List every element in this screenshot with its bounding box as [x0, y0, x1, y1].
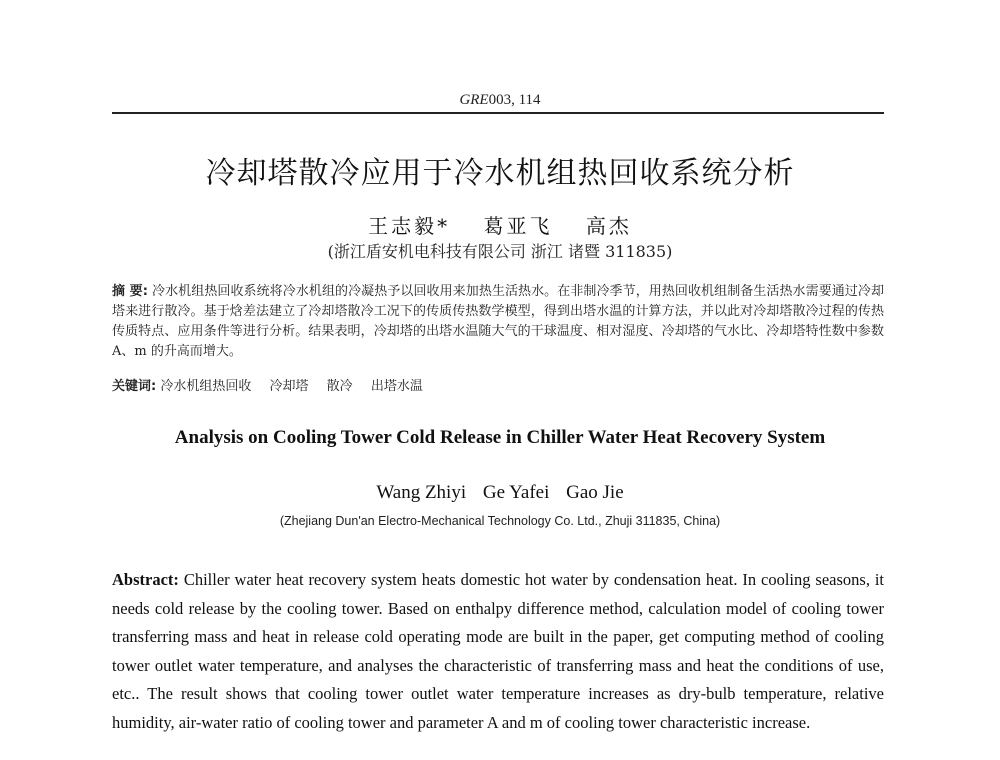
chinese-abstract-label: 摘 要: — [112, 284, 148, 299]
english-author: Ge Yafei — [482, 482, 550, 503]
chinese-abstract-text: 冷水机组热回收系统将冷水机组的冷凝热予以回收用来加热生活热水。在非制冷季节，用热回收机组制备生活热水需要通过冷却塔来进行散冷。基于焓差法建立了冷却塔散冷工况下的传质传热数学模型，得到出塔水温的计算方法，并以此对冷却塔散冷过程的传热传质特点、应用条件等进行分析。结果表明，冷却塔的出塔水温随大气的干球温度、相对湿度、冷却塔的气水比、冷却塔特性数中参数 A、m 的升高而增大。 — [112, 284, 884, 359]
chinese-affiliation: (浙江盾安机电科技有限公司 浙江 诸暨 311835) — [327, 242, 673, 261]
chinese-author: 王志毅* — [368, 214, 451, 238]
chinese-keyword: 出塔水温 — [370, 379, 423, 394]
english-author: Wang Zhiyi — [376, 482, 467, 503]
english-abstract-text: Chiller water heat recovery system heats domestic hot water by condensation heat. In cooling seasons, it needs cold release by the cooling tower. Based on enthalpy difference method, calculation model of cooling tower transferring mass and heat in release cold operating mode are built in the paper, get computing method of cooling tower outlet water temperature, and analyses the characteristic of transferring mass and heat the conditions of use, etc.. The result shows that cooling tower outlet water temperature increases as dry-bulb temperature, relative humidity, air-water ratio of cooling tower and parameter A and m of cooling tower characteristic increase. — [112, 570, 884, 732]
english-affiliation: (Zhejiang Dun'an Electro-Mechanical Technology Co. Ltd., Zhuji 311835, China) — [279, 514, 721, 528]
english-author: Gao Jie — [566, 482, 624, 503]
chinese-keyword: 冷却塔 — [269, 379, 309, 394]
english-abstract-label: Abstract: — [112, 570, 179, 589]
english-abstract — [112, 566, 884, 737]
chinese-keyword: 散冷 — [326, 379, 353, 394]
paper-code — [0, 92, 1000, 109]
chinese-keywords-label: 关键词: — [112, 379, 157, 394]
chinese-author: 高杰 — [585, 214, 632, 238]
english-title: Analysis on Cooling Tower Cold Release in Chiller Water Heat Recovery System — [174, 427, 826, 448]
paper-code-number: 003, 114 — [488, 92, 541, 108]
chinese-abstract — [112, 282, 884, 362]
english-authors — [0, 482, 1000, 504]
chinese-keywords — [112, 375, 884, 394]
chinese-author: 葛亚飞 — [483, 214, 553, 238]
chinese-keyword: 冷水机组热回收 — [160, 379, 252, 394]
header-divider — [112, 112, 884, 114]
chinese-title: 冷却塔散冷应用于冷水机组热回收系统分析 — [205, 156, 795, 191]
paper-code-prefix: GRE — [459, 92, 489, 108]
chinese-authors — [0, 210, 1000, 239]
